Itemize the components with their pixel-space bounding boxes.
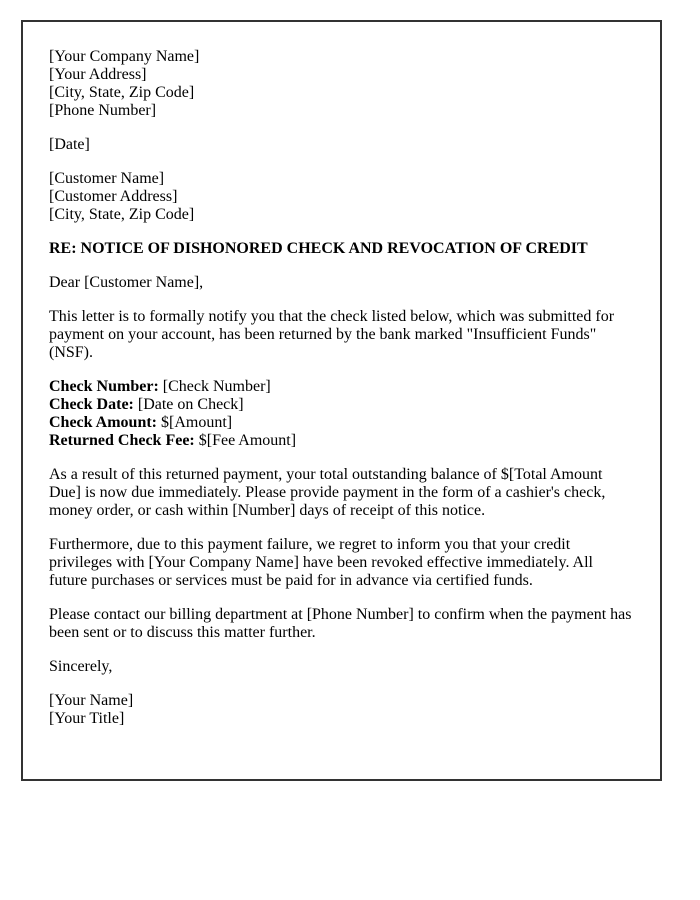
returned-check-fee-value: $[Fee Amount] xyxy=(194,432,297,449)
salutation: Dear [Customer Name], xyxy=(49,274,204,291)
check-detail-line xyxy=(49,378,271,395)
check-date-value: [Date on Check] xyxy=(133,396,244,413)
check-number-label: Check Number: xyxy=(49,378,159,395)
check-amount-value: $[Amount] xyxy=(157,414,233,431)
signature-name: [Your Name] xyxy=(49,692,134,709)
check-detail-line xyxy=(49,432,296,449)
signature-title: [Your Title] xyxy=(49,710,125,727)
check-number-value: [Check Number] xyxy=(158,378,271,395)
recipient-address-block xyxy=(49,170,632,224)
check-date-label: Check Date: xyxy=(49,396,134,413)
recipient-address: [Customer Address] xyxy=(49,188,178,205)
closing: Sincerely, xyxy=(49,658,113,675)
sender-company: [Your Company Name] xyxy=(49,48,200,65)
check-detail-line xyxy=(49,396,244,413)
letter-frame xyxy=(21,20,662,781)
recipient-city-state-zip: [City, State, Zip Code] xyxy=(49,206,195,223)
letter-date xyxy=(49,136,632,154)
sender-phone: [Phone Number] xyxy=(49,102,157,119)
paragraph-contact: Please contact our billing department at [Phone Number] to confirm when the payment has been sent or to discuss this matter further. xyxy=(49,606,632,641)
returned-check-fee-label: Returned Check Fee: xyxy=(49,432,195,449)
check-details-block xyxy=(49,378,632,450)
check-amount-label: Check Amount: xyxy=(49,414,158,431)
sender-city-state-zip: [City, State, Zip Code] xyxy=(49,84,195,101)
signature-block xyxy=(49,692,632,728)
recipient-name: [Customer Name] xyxy=(49,170,165,187)
paragraph-balance-due: As a result of this returned payment, your total outstanding balance of $[Total Amount Due] is now due immediately. Please provide payment in the form of a cashier's check, money order, or cash within [Number] days of receipt of this notice. xyxy=(49,466,606,519)
sender-address: [Your Address] xyxy=(49,66,147,83)
check-detail-line xyxy=(49,414,232,431)
sender-address-block xyxy=(49,48,632,120)
date-placeholder: [Date] xyxy=(49,136,90,153)
paragraph-credit-revocation: Furthermore, due to this payment failure, we regret to inform you that your credit privileges with [Your Company Name] have been revoked effective immediately. All future purchases or services must be paid for in advance via certified funds. xyxy=(49,536,593,589)
subject-line: RE: NOTICE OF DISHONORED CHECK AND REVOCATION OF CREDIT xyxy=(49,240,588,257)
paragraph-notification: This letter is to formally notify you that the check listed below, which was submitted for payment on your account, has been returned by the bank marked "Insufficient Funds" (NSF). xyxy=(49,308,615,361)
